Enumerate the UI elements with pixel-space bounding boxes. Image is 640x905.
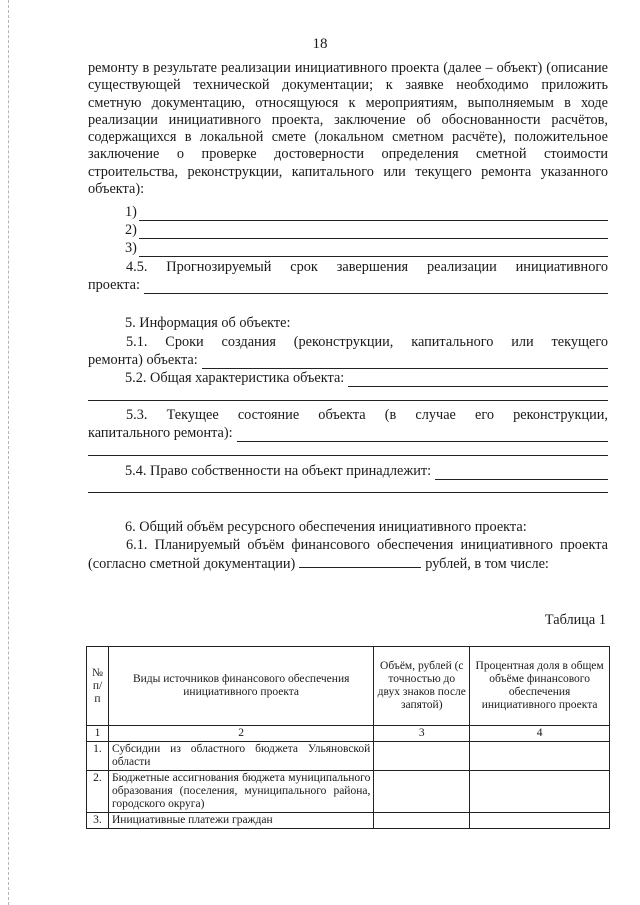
section-4-5-text: 4.5. Прогнозируемый срок завершения реализации инициативного [126,259,608,275]
section-5-heading: 5. Информация об объекте: [125,315,291,331]
table-row [87,742,610,771]
section-4-5-field [88,276,608,294]
section-5-3-extra-line [88,455,608,456]
field-label: проекта: [88,277,140,293]
table-header-row [87,647,610,726]
page-number: 18 [312,36,328,52]
item-label: 3) [125,240,137,256]
blank-line [237,427,608,442]
item-label: 1) [125,204,137,220]
section-5-1-field [88,351,608,369]
field-label: 5.4. Право собственности на объект принадлежит: [125,463,432,479]
header-num: № п/п [87,647,109,726]
section-6-heading: 6. Общий объём ресурсного обеспечения инициативного проекта: [125,519,527,535]
blank-line [202,354,608,369]
section-5-3-text: 5.3. Текущее состояние объекта (в случае его реконструкции, [126,407,608,423]
section-5-2-extra-line [88,400,608,401]
row-num: 1. [87,742,109,771]
intro-paragraph: ремонту в результате реализации инициативного проекта (далее – объект) (описание существующей технической документации; к заявке необходимо приложить сметную документацию, относящуюся к мероприятиям, выполняемым в ходе реализации инициативного проекта, заключение об обоснованности расчётов, содержащихся в локальной смете (локальном сметном расчёте), положительное заключение о проверке достоверности определения сметной стоимости строительства, реконструкции, капитального или текущего ремонта указанного объекта): [88,60,608,198]
section-5-1-text: 5.1. Сроки создания (реконструкции, капитального или текущего [126,334,608,350]
col-number-4: 4 [470,726,610,742]
header-share: Процентная доля в общем объёме финансового обеспечения инициативного проекта [470,647,610,726]
row-source: Инициативные платежи граждан [108,813,373,829]
table-caption: Таблица 1 [544,612,606,628]
object-item-3 [125,239,608,257]
row-num: 2. [87,771,109,813]
item-label: 2) [125,222,137,238]
section-6-1-text-end: рублей, в том числе: [425,556,549,573]
row-source: Бюджетные ассигнования бюджета муниципального образования (поселения, муниципального района, городского округа) [108,771,373,813]
blank-line [139,242,608,257]
section-5-3-field [88,424,608,442]
row-volume-cell[interactable] [374,742,470,771]
row-share-cell[interactable] [470,742,610,771]
table-column-numbers-row [87,726,610,742]
scan-edge-line [8,0,9,905]
section-5-4-field [125,462,608,480]
blank-line [435,465,608,480]
row-source: Субсидии из областного бюджета Ульяновской области [108,742,373,771]
col-number-3: 3 [374,726,470,742]
object-item-1 [125,203,608,221]
header-source: Виды источников финансового обеспечения инициативного проекта [108,647,373,726]
blank-line [139,224,608,239]
blank-line [144,279,608,294]
row-share-cell[interactable] [470,771,610,813]
total-amount-blank [299,554,421,568]
col-number-2: 2 [108,726,373,742]
table-row [87,771,610,813]
col-number-1: 1 [87,726,109,742]
section-5-4-extra-line [88,492,608,493]
field-label: капитального ремонта): [88,425,233,441]
blank-line [139,206,608,221]
table-row [87,813,610,829]
row-volume-cell[interactable] [374,813,470,829]
financing-table [86,646,610,829]
field-label: ремонта) объекта: [88,352,198,368]
row-num: 3. [87,813,109,829]
row-volume-cell[interactable] [374,771,470,813]
row-share-cell[interactable] [470,813,610,829]
blank-line [348,372,608,387]
section-6-1-text-start: 6.1. Планируемый объём финансового обеспечения инициативного проекта (согласно сметной документации) [88,537,608,573]
section-5-2-field [125,369,608,387]
object-item-2 [125,221,608,239]
field-label: 5.2. Общая характеристика объекта: [125,370,345,386]
section-6-1-paragraph [88,537,608,574]
header-volume: Объём, рублей (с точностью до двух знаков после запятой) [374,647,470,726]
